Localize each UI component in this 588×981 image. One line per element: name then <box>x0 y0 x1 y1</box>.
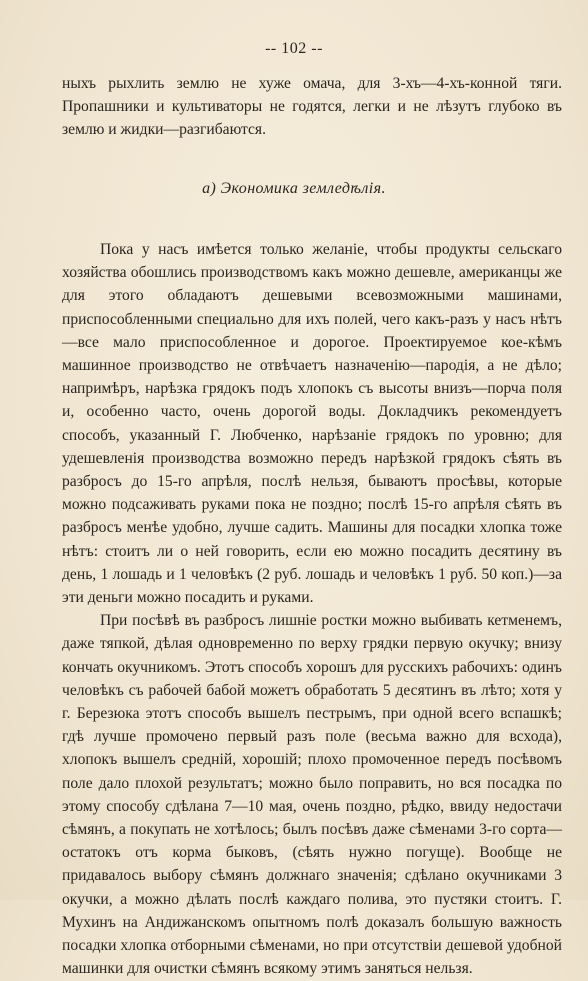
section-heading: а) Экономика земледѣлія. <box>202 180 386 197</box>
body-text <box>62 238 562 981</box>
paragraph-2: При посѣвѣ въ разбросъ лишніе ростки можно выбивать кетменемъ, даже тяпкой, дѣлая одновременно по верху грядки первую окучку; внизу кончать окучникомъ. Этотъ способъ хорошъ для русскихъ рабочихъ: одинъ человѣкъ съ рабочей бабой можетъ обработать 5 десятинъ въ лѣто; хотя у г. Березюка этотъ способъ вышелъ пестрымъ, при одной всего вспашкѣ; гдѣ лучше промочено первый разъ поле (весьма важно для всхода), хлопокъ вышелъ средній, хорошій; плохо промоченное передъ посѣвомъ поле дало плохой результатъ; можно было поправить, но вся посадка по этому способу сдѣлана 7—10 мая, очень поздно, рѣдко, ввиду недостачи сѣмянъ, а покупать не хотѣлось; былъ посѣвъ даже сѣменами 3-го сорта—остатокъ отъ корма быковъ, (сѣять нужно погуще). Вообще не придавалось выбору сѣмянъ должнаго значенія; сдѣлано окучниками 3 окучки, а можно дѣлать послѣ каждаго полива, это пустяки стоитъ. Г. Мухинъ на Андижанскомъ опытномъ полѣ доказалъ большую важность посадки хлопка отборными сѣменами, но при отсутствіи дешевой удобной машинки для очистки сѣмянъ всякому этимъ заняться нельзя. <box>62 612 562 978</box>
page-number: -- 102 -- <box>265 40 323 57</box>
paragraph-1: Пока у насъ имѣется только желаніе, чтобы продукты сельскаго хозяйства обошлись производствомъ какъ можно дешевле, американцы же для этого обладаютъ дешевыми всевозможными машинами, приспособленными специально для ихъ полей, чего какъ-разъ у насъ нѣтъ—все мало приспособленное и дорогое. Проектируемое кое-кѣмъ машинное производство не отвѣчаетъ назначенію—пародія, а не дѣло; напримѣръ, нарѣзка грядокъ подъ хлопокъ съ высоты внизъ—порча поля и, особенно часто, очень дорогой воды. Докладчикъ рекомендуетъ способъ, указанный Г. Любченко, нарѣзаніе грядокъ по уровню; для удешевленія производства возможно передъ нарѣзкой грядокъ сѣять въ разбросъ до 15-го апрѣля, послѣ нельзя, бываютъ просѣвы, которые можно подсаживать руками пока не поздно; послѣ 15-го апрѣля сѣять въ разбросъ менѣе удобно, лучше садить. Машины для посадки хлопка тоже нѣтъ: стоитъ ли о ней говорить, если ею можно посадить десятину въ день, 1 лошадь и 1 человѣкъ (2 руб. лошадь и человѣкъ 1 руб. 50 коп.)—за эти деньги можно посадить и руками. <box>62 241 562 607</box>
intro-paragraph: ныхъ рыхлить землю не хуже омача, для 3-хъ—4-хъ-конной тяги. Пропашники и культиваторы не годятся, легки и не лѣзутъ глубоко въ землю и жидки—разгибаются. <box>62 75 562 139</box>
